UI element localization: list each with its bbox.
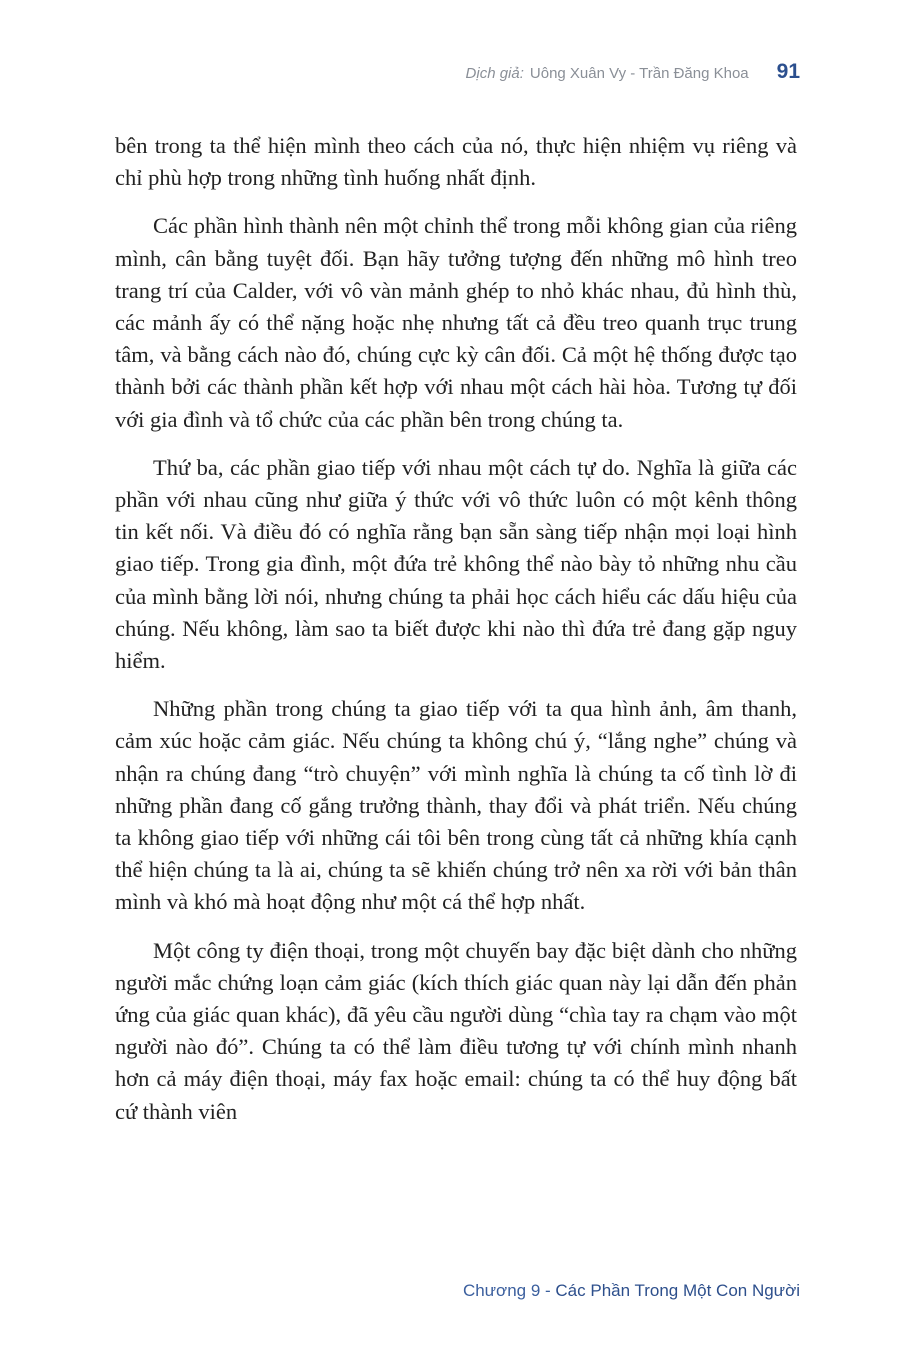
page-number: 91	[776, 60, 800, 83]
paragraph: Thứ ba, các phần giao tiếp với nhau một cách tự do. Nghĩa là giữa các phần với nhau cũng như giữa ý thức với vô thức luôn có một kênh thông tin kết nối. Và điều đó có nghĩa rằng bạn sẵn sàng tiếp nhận mọi loại hình giao tiếp. Trong gia đình, một đứa trẻ không thể nào bày tỏ những nhu cầu của mình bằng lời nói, nhưng chúng ta phải học cách hiểu các dấu hiệu của chúng. Nếu không, làm sao ta biết được khi nào thì đứa trẻ đang gặp nguy hiểm.	[115, 454, 797, 674]
paragraph: Một công ty điện thoại, trong một chuyến bay đặc biệt dành cho những người mắc chứng loạn cảm giác (kích thích giác quan này lại dẫn đến phản ứng của giác quan khác), đã yêu cầu người dùng “chìa tay ra chạm vào một người nào đó”. Chúng ta có thể làm điều tương tự với chính mình nhanh hơn cả máy điện thoại, máy fax hoặc email: chúng ta có thể huy động bất cứ thành viên	[115, 937, 797, 1124]
chapter-number: Chương 9 -	[462, 1281, 551, 1300]
translator-names: Uông Xuân Vy - Trần Đăng Khoa	[529, 65, 749, 82]
paragraph: Những phần trong chúng ta giao tiếp với ta qua hình ảnh, âm thanh, cảm xúc hoặc cảm giác. Nếu chúng ta không chú ý, “lắng nghe” chúng và nhận ra chúng đang “trò chuyện” với mình nghĩa là chúng ta cố tình lờ đi những phần đang cố gắng trưởng thành, thay đổi và phát triển. Nếu chúng ta không giao tiếp với những cái tôi bên trong cùng tất cả những khía cạnh thể hiện chúng ta là ai, chúng ta sẽ khiến chúng trở nên xa rời với bản thân mình và khó mà hoạt động như một cá thể hợp nhất.	[115, 696, 797, 915]
page-body	[115, 130, 797, 1144]
paragraph-continued: bên trong ta thể hiện mình theo cách của nó, thực hiện nhiệm vụ riêng và chỉ phù hợp trong những tình huống nhất định.	[115, 133, 797, 191]
paragraph: Các phần hình thành nên một chỉnh thể trong mỗi không gian của riêng mình, cân bằng tuyệt đối. Bạn hãy tưởng tượng đến những mô hình treo trang trí của Calder, với vô vàn mảnh ghép to nhỏ khác nhau, đủ hình thù, các mảnh ấy có thể nặng hoặc nhẹ nhưng tất cả đều treo quanh trục trung tâm, và bằng cách nào đó, chúng cực kỳ cân đối. Cả một hệ thống được tạo thành bởi các thành phần kết hợp với nhau một cách hài hòa. Tương tự đối với gia đình và tổ chức của các phần bên trong chúng ta.	[115, 213, 797, 432]
chapter-title: Các Phần Trong Một Con Người	[555, 1281, 800, 1300]
running-footer	[463, 1281, 800, 1301]
translator-label: Dịch giả:	[465, 65, 524, 82]
running-header	[466, 60, 800, 84]
